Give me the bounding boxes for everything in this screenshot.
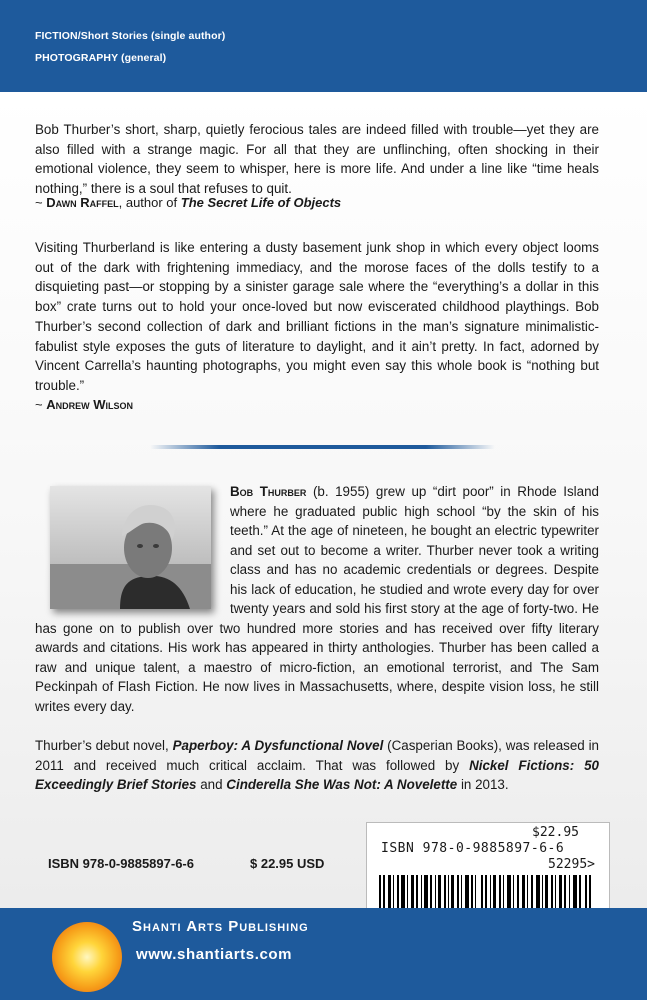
section-divider [150, 445, 495, 449]
author-name: Bob Thurber [230, 484, 307, 499]
reviewer-name: Dawn Raffel [46, 195, 119, 210]
category-fiction: FICTION/Short Stories (single author) [35, 30, 226, 42]
previous-works: Thurber’s debut novel, Paperboy: A Dysfunctional Novel (Casperian Books), was released in 2011 and received much critical acclaim. That was followed by Nickel Fictions: 50 Exceedingly Brief Stories and Cinderella She Was Not: A Novelette in 2013. [35, 738, 600, 793]
shanti-sun-logo-icon [52, 922, 122, 992]
isbn-text: ISBN 978-0-9885897-6-6 [48, 856, 194, 871]
publisher-url[interactable]: www.shantiarts.com [136, 946, 293, 963]
barcode-extension: 52295> [548, 857, 595, 872]
top-banner [0, 0, 647, 92]
category-photography: PHOTOGRAPHY (general) [35, 52, 167, 64]
review-raffel-attribution: ~ Dawn Raffel, author of The Secret Life of Objects [35, 195, 342, 210]
book-title-paperboy: Paperboy: A Dysfunctional Novel [172, 738, 384, 753]
review-wilson-attribution: ~ Andrew Wilson [35, 397, 133, 412]
publisher-name: Shanti Arts Publishing [132, 918, 309, 935]
review-wilson: Visiting Thurberland is like entering a dusty basement junk shop in which every object looms out of the dark with frightening immediacy, and the morose faces of the dolls testify to a disquieting past—or stopping by a sinister garage sale where the “everything’s a dollar in this box” crate turns out to hold your once-loved but now eviscerated childhood playthings. Bob Thurber’s second collection of dark and brilliant fictions in the man’s signature minimalistic-fabulist style exposes the guts of literature to daylight, and it ain’t pretty. In fact, adorned by Vincent Carrella’s haunting photographs, you might even say this whole book is “nothing but trouble.” [35, 240, 599, 393]
barcode-isbn: ISBN 978-0-9885897-6-6 [381, 841, 565, 856]
book-title-cinderella: Cinderella She Was Not: A Novelette [226, 777, 458, 793]
barcode-price: $22.95 [532, 825, 579, 840]
author-bio [35, 482, 599, 716]
author-bio-text: (b. 1955) grew up “dirt poor” in Rhode Island where he graduated public high school “by the skin of his teeth.” At the age of nineteen, he bought an electric typewriter and set out to become a writer. Thurber never took a writing class and has no academic credentials or degrees. Despite his lack of education, he studied and wrote every day for over twenty years and sold his first story at the age of forty-two. He has gone on to publish over two hundred more stories and has received over fifty literary awards and citations. His work has appeared in thirty anthologies. Thurber has been called a raw and unique talent, a maestro of micro-fiction, an emotional terrorist, and The Sam Peckinpah of Flash Fiction. He now lives in Massachusetts, where, despite vision loss, he still writes every day. [35, 484, 600, 714]
reviewer-book-title: The Secret Life of Objects [180, 195, 342, 210]
price-text: $ 22.95 USD [250, 856, 325, 871]
book-title-nickel-fictions: Nickel Fictions: 50 Exceedingly Brief Stories [35, 757, 599, 793]
review-raffel: Bob Thurber’s short, sharp, quietly ferocious tales are indeed filled with trouble—yet they are also filled with a strange magic. For all that they are unflinching, often shocking in their emotional violence, they seem to whisper, here is more life. And under a line like “time heals nothing,” there is a soul that refuses to quit. [35, 122, 599, 197]
reviewer-name: Andrew Wilson [46, 397, 133, 412]
